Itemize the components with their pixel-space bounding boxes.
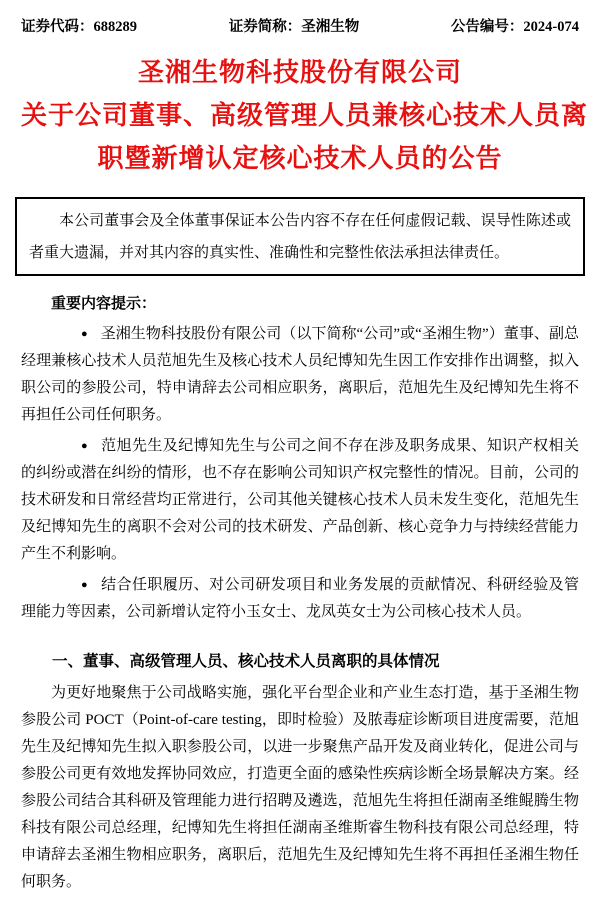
board-statement-text: 本公司董事会及全体董事保证本公告内容不存在任何虚假记载、误导性陈述或者重大遗漏，并对其内容的真实性、准确性和完整性依法承担法律责任。 bbox=[29, 213, 571, 262]
section-1-paragraph: 为更好地聚焦于公司战略实施，强化平台型企业和产业生态打造，基于圣湘生物参股公司 POCT（Point-of-care testing，即时检验）及脓毒症诊断项目进度需要，范旭先生及纪博知先生拟入职参股公司，以进一步聚焦产品开发及商业转化，促进公司与参股公司更有效地发挥协同效应，打造更全面的感染性疾病诊断全场景解决方案。经参股公司结合其科研及管理能力进行招聘及遴选，范旭先生将担任湖南圣维鲲腾生物科技有限公司总经理，纪博知先生将担任湖南圣维斯睿生物科技有限公司总经理，特申请辞去圣湘生物相应职务，离职后，范旭先生及纪博知先生将不再担任圣湘生物任何职务。 bbox=[21, 685, 579, 891]
stock-short-name: 证券简称：圣湘生物 bbox=[228, 19, 360, 35]
doc-title-line-2: 关于公司董事、高级管理人员兼核心技术人员离 bbox=[21, 100, 589, 130]
board-statement-box bbox=[15, 197, 585, 276]
section-1-heading: 一、董事、高级管理人员、核心技术人员离职的具体情况 bbox=[52, 653, 440, 671]
notice-bullet-3 bbox=[21, 572, 579, 626]
departure-details-section bbox=[21, 648, 579, 896]
notice-bullet-2 bbox=[21, 433, 579, 568]
important-notice-section bbox=[21, 290, 579, 626]
notice-bullet-1-text: 圣湘生物科技股份有限公司（以下简称“公司”或“圣湘生物”）董事、副总经理兼核心技术人员范旭先生及核心技术人员纪博知先生因工作安排作出调整，拟入职公司的参股公司，特申请辞去公司相应职务，离职后，范旭先生及纪博知先生将不再担任公司任何职务。 bbox=[21, 326, 579, 424]
doc-header bbox=[21, 18, 579, 36]
bullet-icon: ● bbox=[81, 440, 88, 453]
bullet-icon: ● bbox=[81, 328, 88, 341]
announcement-number: 公告编号：2024-074 bbox=[450, 19, 579, 35]
doc-title-line-3: 职暨新增认定核心技术人员的公告 bbox=[97, 143, 503, 173]
bullet-icon: ● bbox=[81, 579, 88, 592]
notice-bullet-3-text: 结合任职履历、对公司研发项目和业务发展的贡献情况、科研经验及管理能力等因素，公司新增认定符小玉女士、龙凤英女士为公司核心技术人员。 bbox=[21, 577, 579, 621]
stock-code: 证券代码：688289 bbox=[21, 19, 137, 35]
doc-title bbox=[21, 51, 589, 180]
doc-title-line-1: 圣湘生物科技股份有限公司 bbox=[137, 57, 462, 87]
notice-bullet-1 bbox=[21, 321, 579, 429]
notice-bullet-2-text: 范旭先生及纪博知先生与公司之间不存在涉及职务成果、知识产权相关的纠纷或潜在纠纷的情形，也不存在影响公司知识产权完整性的情况。目前，公司的技术研发和日常经营均正常进行，公司其他关键核心技术人员未发生变化，范旭先生及纪博知先生的离职不会对公司的技术研发、产品创新、核心竞争力与持续经营能力产生不利影响。 bbox=[21, 438, 579, 563]
important-notice-heading: 重要内容提示： bbox=[51, 295, 157, 313]
